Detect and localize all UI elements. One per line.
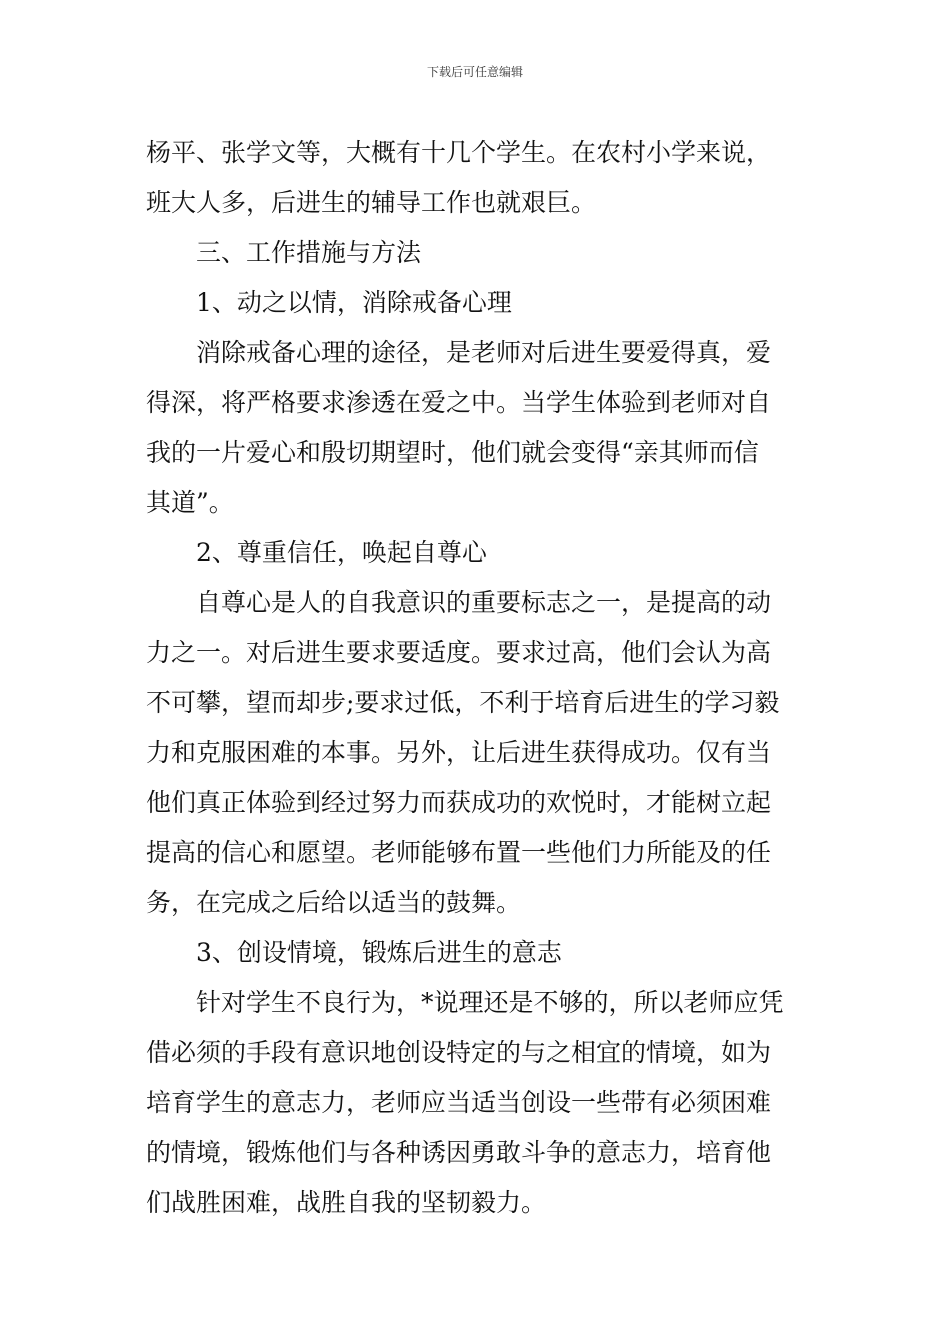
text-line: 不可攀，望而却步;要求过低，不利于培育后进生的学习毅 xyxy=(146,688,780,717)
page-header: 下载后可任意编辑 xyxy=(426,65,523,79)
subsection-heading: 3、创设情境，锻炼后进生的意志 xyxy=(196,938,562,967)
text-line: 借必须的手段有意识地创设特定的与之相宜的情境，如为 xyxy=(146,1038,772,1067)
text-line: 得深，将严格要求渗透在爱之中。当学生体验到老师对自 xyxy=(146,388,772,417)
text-line: 消除戒备心理的途径，是老师对后进生要爱得真，爱 xyxy=(196,338,772,367)
text-line: 自尊心是人的自我意识的重要标志之一，是提高的动 xyxy=(196,588,772,617)
text-line: 们战胜困难，战胜自我的坚韧毅力。 xyxy=(146,1188,547,1217)
text-line: 培育学生的意志力，老师应当适当创设一些带有必须困难 xyxy=(146,1088,772,1117)
text-line: 针对学生不良行为，*说理还是不够的，所以老师应凭 xyxy=(196,988,784,1017)
text-line: 力和克服困难的本事。另外，让后进生获得成功。仅有当 xyxy=(146,738,772,767)
text-line: 提高的信心和愿望。老师能够布置一些他们力所能及的任 xyxy=(146,838,772,867)
text-line: 杨平、张学文等，大概有十几个学生。在农村小学来说， xyxy=(146,138,772,167)
subsection-heading: 2、尊重信任，唤起自尊心 xyxy=(196,538,487,567)
section-heading: 三、工作措施与方法 xyxy=(196,238,422,267)
text-line: 班大人多，后进生的辅导工作也就艰巨。 xyxy=(146,188,597,217)
subsection-heading: 1、动之以情，消除戒备心理 xyxy=(196,288,512,317)
text-line: 的情境，锻炼他们与各种诱因勇敢斗争的意志力，培育他 xyxy=(146,1138,772,1167)
document-body xyxy=(146,128,810,1228)
text-line: 务，在完成之后给以适当的鼓舞。 xyxy=(146,888,522,917)
text-line: 我的一片爱心和殷切期望时，他们就会变得“亲其师而信 xyxy=(146,438,759,467)
text-line: 其道”。 xyxy=(146,488,234,517)
text-line: 他们真正体验到经过努力而获成功的欢悦时，才能树立起 xyxy=(146,788,772,817)
text-line: 力之一。对后进生要求要适度。要求过高，他们会认为高 xyxy=(146,638,772,667)
